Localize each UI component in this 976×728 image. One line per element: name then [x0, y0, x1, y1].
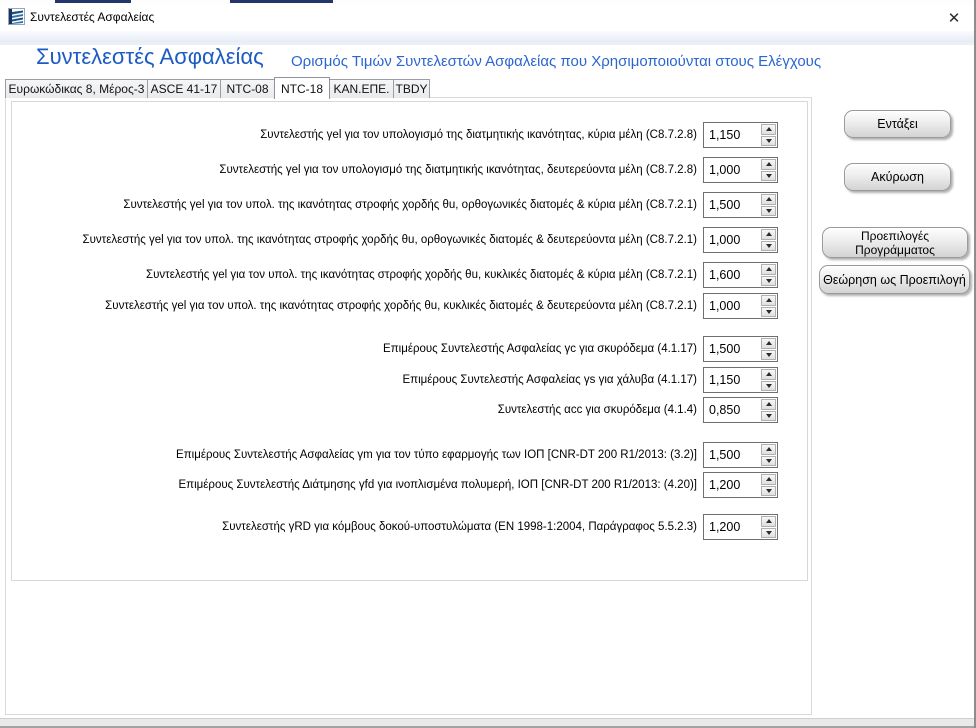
spin-down-button[interactable]: [761, 486, 776, 497]
down-arrow-icon: [766, 353, 772, 357]
spin-buttons: [760, 123, 777, 147]
field-row: [20, 397, 778, 423]
field-row: [20, 367, 778, 393]
numeric-updown: [703, 293, 778, 319]
field-input[interactable]: [704, 263, 760, 287]
numeric-updown: [703, 157, 778, 183]
spin-up-button[interactable]: [761, 338, 776, 349]
spin-down-button[interactable]: [761, 241, 776, 252]
field-label: Συντελεστής γel για τον υπολ. της ικανότητας στροφής χορδής θu, κυκλικές διατομές & κύρια μέλη (C8.7.2.1): [146, 269, 697, 281]
spin-up-button[interactable]: [761, 516, 776, 527]
spin-down-button[interactable]: [761, 411, 776, 422]
numeric-updown: [703, 262, 778, 288]
field-row: [20, 192, 778, 218]
field-input[interactable]: [704, 123, 760, 147]
field-label: Συντελεστής αcc για σκυρόδεμα (4.1.4): [497, 404, 697, 416]
spin-down-button[interactable]: [761, 528, 776, 539]
up-arrow-icon: [766, 519, 772, 523]
field-row: [20, 472, 778, 498]
spin-buttons: [760, 294, 777, 318]
field-input[interactable]: [704, 398, 760, 422]
field-label: Επιμέρους Συντελεστής Ασφαλείας γs για χάλυβα (4.1.17): [402, 374, 697, 386]
field-row: [20, 227, 778, 253]
spin-buttons: [760, 515, 777, 539]
spin-buttons: [760, 158, 777, 182]
page-title: Συντελεστές Ασφαλείας: [36, 44, 264, 69]
tab-0[interactable]: Ευρωκώδικας 8, Μέρος-3: [5, 79, 148, 98]
tab-1[interactable]: ASCE 41-17: [147, 79, 221, 98]
field-row: [20, 122, 778, 148]
numeric-updown: [703, 192, 778, 218]
tab-page-ntc-18: [5, 97, 812, 715]
up-arrow-icon: [766, 162, 772, 166]
up-arrow-icon: [766, 197, 772, 201]
page-subtitle: Ορισμός Τιμών Συντελεστών Ασφαλείας που Χρησιμοποιούνται στους Ελέγχους: [291, 53, 822, 70]
tab-5[interactable]: TBDY: [393, 79, 430, 98]
up-arrow-icon: [766, 477, 772, 481]
field-row: [20, 157, 778, 183]
field-label: Συντελεστής γel για τον υπολ. της ικανότητας στροφής χορδής θu, ορθογωνικές διατομές & δευτερεύοντα μέλη (C8.7.2.1): [82, 234, 697, 246]
field-input[interactable]: [704, 473, 760, 497]
field-label: Συντελεστής γel για τον υπολ. της ικανότητας στροφής χορδής θu, ορθογωνικές διατομές & κύρια μέλη (C8.7.2.1): [123, 199, 697, 211]
spin-buttons: [760, 368, 777, 392]
spin-down-button[interactable]: [761, 307, 776, 318]
spin-down-button[interactable]: [761, 276, 776, 287]
program-defaults-button[interactable]: Προεπιλογές Προγράμματος: [822, 227, 968, 258]
spin-up-button[interactable]: [761, 369, 776, 380]
field-input[interactable]: [704, 337, 760, 361]
field-label: Συντελεστής γel για τον υπολογισμό της διατμητικής ικανότητας, δευτερεύοντα μέλη (C8.7.2.8): [219, 164, 697, 176]
app-icon: [8, 8, 25, 25]
spin-buttons: [760, 443, 777, 467]
spin-down-button[interactable]: [761, 136, 776, 147]
up-arrow-icon: [766, 372, 772, 376]
field-label: Επιμέρους Συντελεστής Ασφαλείας γm για τον τύπο εφαρμογής των ΙΟΠ [CNR-DT 200 R1/2013: (3.2)]: [176, 449, 697, 461]
spin-down-button[interactable]: [761, 456, 776, 467]
down-arrow-icon: [766, 384, 772, 388]
window-title: Συντελεστές Ασφαλείας: [30, 10, 155, 24]
field-label: Επιμέρους Συντελεστής Διάτμησης γfd για ινοπλισμένα πολυμερή, ΙΟΠ [CNR-DT 200 R1/2013: (4.20)]: [178, 479, 697, 491]
field-input[interactable]: [704, 158, 760, 182]
spin-down-button[interactable]: [761, 206, 776, 217]
up-arrow-icon: [766, 267, 772, 271]
numeric-updown: [703, 472, 778, 498]
up-arrow-icon: [766, 298, 772, 302]
spin-up-button[interactable]: [761, 399, 776, 410]
up-arrow-icon: [766, 402, 772, 406]
down-arrow-icon: [766, 489, 772, 493]
spin-buttons: [760, 263, 777, 287]
down-arrow-icon: [766, 174, 772, 178]
spin-up-button[interactable]: [761, 264, 776, 275]
down-arrow-icon: [766, 244, 772, 248]
field-label: Συντελεστής γel για τον υπολογισμό της διατμητικής ικανότητας, κύρια μέλη (C8.7.2.8): [260, 129, 697, 141]
header-gradient-strip: [0, 31, 976, 45]
ok-button[interactable]: Εντάξει: [844, 110, 951, 138]
spin-down-button[interactable]: [761, 350, 776, 361]
spin-up-button[interactable]: [761, 295, 776, 306]
up-arrow-icon: [766, 447, 772, 451]
up-arrow-icon: [766, 127, 772, 131]
spin-up-button[interactable]: [761, 194, 776, 205]
down-arrow-icon: [766, 531, 772, 535]
field-label: Συντελεστής γRD για κόμβους δοκού-υποστυλώματα (EN 1998-1:2004, Παράγραφος 5.5.2.3): [222, 521, 697, 533]
spin-buttons: [760, 337, 777, 361]
background-text-remnant: [230, 0, 333, 3]
tab-2[interactable]: NTC-08: [220, 79, 275, 98]
down-arrow-icon: [766, 310, 772, 314]
spin-buttons: [760, 398, 777, 422]
dialog-bottom-strip: [0, 718, 976, 728]
field-label: Επιμέρους Συντελεστής Ασφαλείας γc για σκυρόδεμα (4.1.17): [383, 343, 697, 355]
down-arrow-icon: [766, 209, 772, 213]
field-input[interactable]: [704, 443, 760, 467]
numeric-updown: [703, 442, 778, 468]
field-input[interactable]: [704, 368, 760, 392]
numeric-updown: [703, 122, 778, 148]
field-input[interactable]: [704, 294, 760, 318]
numeric-updown: [703, 514, 778, 540]
spin-up-button[interactable]: [761, 474, 776, 485]
numeric-updown: [703, 336, 778, 362]
field-input[interactable]: [704, 193, 760, 217]
spin-up-button[interactable]: [761, 444, 776, 455]
field-row: [20, 262, 778, 288]
down-arrow-icon: [766, 279, 772, 283]
up-arrow-icon: [766, 232, 772, 236]
close-button[interactable]: ✕: [947, 10, 961, 27]
tab-strip: [5, 78, 429, 98]
tab-3-active[interactable]: NTC-18: [274, 77, 330, 99]
field-input[interactable]: [704, 515, 760, 539]
title-bar: [0, 4, 976, 30]
field-row: [20, 336, 778, 362]
numeric-updown: [703, 367, 778, 393]
down-arrow-icon: [766, 414, 772, 418]
spin-up-button[interactable]: [761, 124, 776, 135]
down-arrow-icon: [766, 139, 772, 143]
spin-down-button[interactable]: [761, 381, 776, 392]
field-label: Συντελεστής γel για τον υπολ. της ικανότητας στροφής χορδής θu, κυκλικές διατομές & δευτερεύοντα μέλη (C8.7.2.1): [105, 300, 697, 312]
spin-up-button[interactable]: [761, 229, 776, 240]
spin-buttons: [760, 473, 777, 497]
spin-buttons: [760, 193, 777, 217]
spin-up-button[interactable]: [761, 159, 776, 170]
set-as-default-button[interactable]: Θεώρηση ως Προεπιλογή: [819, 265, 970, 294]
background-text-remnant: [55, 0, 131, 3]
up-arrow-icon: [766, 341, 772, 345]
cancel-button[interactable]: Ακύρωση: [844, 163, 951, 191]
field-row: [20, 293, 778, 319]
field-row: [20, 514, 778, 540]
spin-buttons: [760, 228, 777, 252]
field-input[interactable]: [704, 228, 760, 252]
spin-down-button[interactable]: [761, 171, 776, 182]
numeric-updown: [703, 227, 778, 253]
fields-group-box: [11, 101, 808, 581]
tab-4[interactable]: ΚΑΝ.ΕΠΕ.: [329, 79, 394, 98]
numeric-updown: [703, 397, 778, 423]
down-arrow-icon: [766, 459, 772, 463]
field-row: [20, 442, 778, 468]
